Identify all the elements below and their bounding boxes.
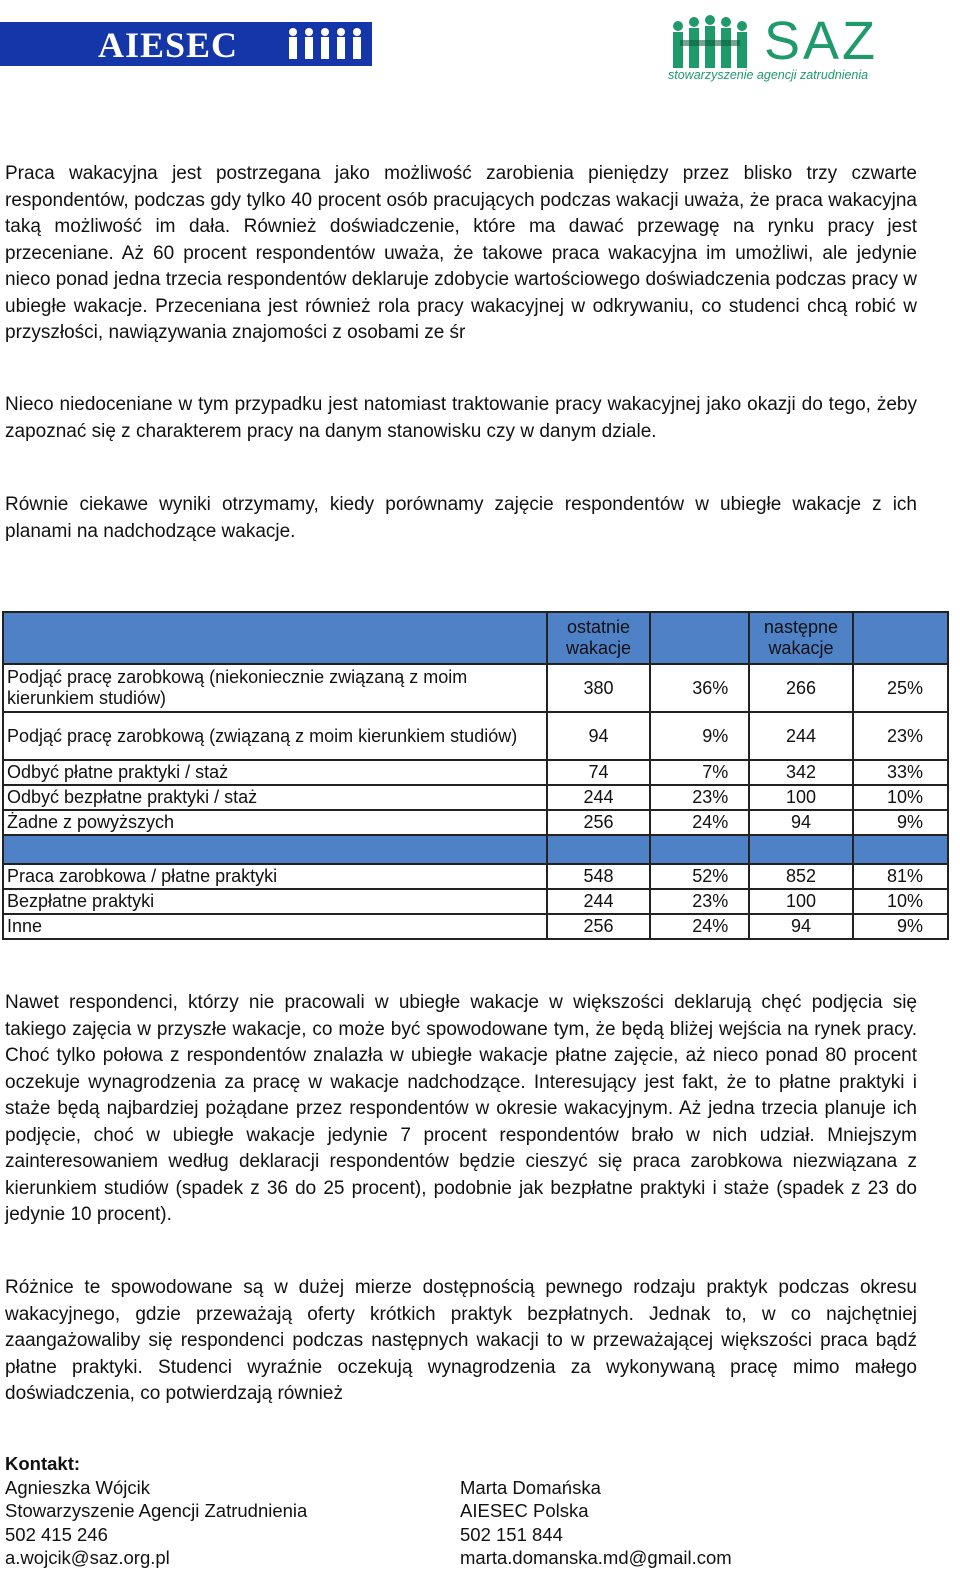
row-label: Odbyć płatne praktyki / staż	[3, 760, 547, 785]
contact-name: Marta Domańska	[460, 1476, 601, 1498]
cell-last: 380	[547, 664, 650, 712]
cell-last: 548	[547, 864, 650, 889]
contact-org: Stowarzyszenie Agencji Zatrudnienia	[5, 1500, 308, 1521]
cell-last-pct: 9%	[650, 712, 749, 760]
cell-last-pct: 52%	[650, 864, 749, 889]
table-summary-row	[3, 864, 948, 889]
row-label: Podjąć pracę zarobkową (związaną z moim kierunkiem studiów)	[3, 712, 547, 760]
cell-next: 852	[749, 864, 852, 889]
table-header-empty	[650, 612, 749, 664]
page-header	[0, 0, 960, 100]
cell-last-pct: 36%	[650, 664, 749, 712]
row-label: Odbyć bezpłatne praktyki / staż	[3, 785, 547, 810]
table-summary-row	[3, 889, 948, 914]
cell-next: 342	[749, 760, 852, 785]
contact-right	[460, 1452, 732, 1570]
cell-next: 100	[749, 785, 852, 810]
cell-next-pct: 81%	[853, 864, 948, 889]
cell-last: 94	[547, 712, 650, 760]
table-row	[3, 664, 948, 712]
cell-next: 266	[749, 664, 852, 712]
saz-logo	[668, 12, 918, 92]
paragraph-3: Równie ciekawe wyniki otrzymamy, kiedy porównamy zajęcie respondentów w ubiegłe wakacje z ich planami na nadchodzące wakacje.	[5, 494, 917, 542]
people-figures-icon	[285, 26, 367, 62]
separator-cell	[749, 835, 852, 864]
table-separator-row	[3, 835, 948, 864]
cell-next: 244	[749, 712, 852, 760]
cell-next-pct: 10%	[853, 889, 948, 914]
table-row	[3, 785, 948, 810]
table-header-empty	[3, 612, 547, 664]
cell-next: 94	[749, 914, 852, 939]
cell-last-pct: 23%	[650, 785, 749, 810]
cell-last: 256	[547, 810, 650, 835]
table-row	[3, 712, 948, 760]
contact-org: AIESEC Polska	[460, 1500, 589, 1521]
header-next-summer: następne wakacje	[749, 612, 852, 664]
contact-title-spacer	[460, 1452, 732, 1476]
saz-logo-subtitle: stowarzyszenie agencji zatrudnienia	[668, 68, 869, 82]
cell-last: 244	[547, 889, 650, 914]
contact-left	[5, 1452, 307, 1570]
contact-email: marta.domanska.md@gmail.com	[460, 1547, 732, 1568]
table-header-empty	[853, 612, 948, 664]
separator-cell	[547, 835, 650, 864]
cell-next-pct: 9%	[853, 810, 948, 835]
cell-next: 94	[749, 810, 852, 835]
paragraph-5: Różnice te spowodowane są w dużej mierze dostępnością pewnego rodzaju praktyk podczas okresu wakacyjnego, gdzie przeważają oferty krótkich praktyk bezpłatnych. Jednak to, w co najchętniej zaangażowaliby się respondenci podczas następnych wakacji to w przeważającej większości praca bądź płatne praktyki. Studenci wyraźnie oczekują wynagrodzenia za wykonywaną pracę mimo małego doświadczenia, co potwierdzają również	[5, 1277, 917, 1404]
cell-next-pct: 9%	[853, 914, 948, 939]
cell-next: 100	[749, 889, 852, 914]
cell-next-pct: 23%	[853, 712, 948, 760]
cell-next-pct: 10%	[853, 785, 948, 810]
cell-last: 256	[547, 914, 650, 939]
contact-email: a.wojcik@saz.org.pl	[5, 1547, 170, 1568]
row-label: Podjąć pracę zarobkową (niekoniecznie związaną z moim kierunkiem studiów)	[3, 664, 547, 712]
aiesec-logo-text: AIESEC	[98, 25, 239, 65]
separator-cell	[650, 835, 749, 864]
contact-phone: 502 415 246	[5, 1523, 108, 1545]
contact-name: Agnieszka Wójcik	[5, 1476, 150, 1498]
row-label: Inne	[3, 914, 547, 939]
cell-next-pct: 25%	[853, 664, 948, 712]
table-row	[3, 760, 948, 785]
table-row	[3, 810, 948, 835]
row-label: Bezpłatne praktyki	[3, 889, 547, 914]
summer-work-table	[2, 611, 949, 940]
aiesec-logo	[0, 22, 372, 66]
header-last-summer: ostatnie wakacje	[547, 612, 650, 664]
paragraph-1: Praca wakacyjna jest postrzegana jako możliwość zarobienia pieniędzy przez blisko trzy czwarte respondentów, podczas gdy tylko 40 procent osób pracujących podczas wakacji uważa, że praca wakacyjna taką możliwość im dała. Również doświadczenie, które ma dawać przewagę na rynku pracy jest przeceniane. Aż 60 procent respondentów uważa, że takowe praca wakacyjna im umożliwi, ale jedynie nieco ponad jedna trzecia respondentów deklaruje zdobycie wartościowego doświadczenia podczas pracy w ubiegłe wakacje. Przeceniana jest również rola pracy wakacyjnej w odkrywaniu, co studenci chcą robić w przyszłości, nawiązywania znajomości z osobami ze śr	[5, 163, 917, 343]
contact-title: Kontakt:	[5, 1453, 81, 1474]
paragraph-4: Nawet respondenci, którzy nie pracowali w ubiegłe wakacje w większości deklarują chęć podjęcia się takiego zajęcia w przyszłe wakacje, co może być spowodowane tym, że będą bliżej wejścia na rynek pracy. Choć tylko połowa z respondentów znalazła w ubiegłe wakacje płatne zajęcie, aż nieco ponad 80 procent oczekuje wynagrodzenia za pracę w wakacje nadchodzące. Interesujący jest fakt, że to płatne praktyki i staże będą najbardziej pożądane przez respondentów w okresie wakacyjnym. Aż jedna trzecia planuje ich podjęcie, choć w ubiegłe wakacje jedynie 7 procent respondentów brało w nich udział. Mniejszym zainteresowaniem według deklaracji respondentów będzie cieszyć się praca zarobkowa niezwiązana z kierunkiem studiów (spadek z 36 do 25 procent), podobnie jak bezpłatne praktyki i staże (spadek z 23 do jedynie 10 procent).	[5, 992, 917, 1225]
cell-last-pct: 23%	[650, 889, 749, 914]
cell-last: 244	[547, 785, 650, 810]
cell-last-pct: 24%	[650, 810, 749, 835]
cell-next-pct: 33%	[853, 760, 948, 785]
saz-logo-text: SAZ	[764, 11, 879, 71]
table-header-row	[3, 612, 948, 664]
separator-cell	[853, 835, 948, 864]
contact-phone: 502 151 844	[460, 1523, 563, 1545]
cell-last: 74	[547, 760, 650, 785]
cell-last-pct: 7%	[650, 760, 749, 785]
paragraph-2: Nieco niedoceniane w tym przypadku jest natomiast traktowanie pracy wakacyjnej jako okazji do tego, żeby zapoznać się z charakterem pracy na danym stanowisku czy w danym dziale.	[5, 394, 917, 442]
row-label: Praca zarobkowa / płatne praktyki	[3, 864, 547, 889]
cell-last-pct: 24%	[650, 914, 749, 939]
people-group-icon	[668, 12, 752, 72]
table-summary-row	[3, 914, 948, 939]
row-label: Żadne z powyższych	[3, 810, 547, 835]
separator-cell	[3, 835, 547, 864]
